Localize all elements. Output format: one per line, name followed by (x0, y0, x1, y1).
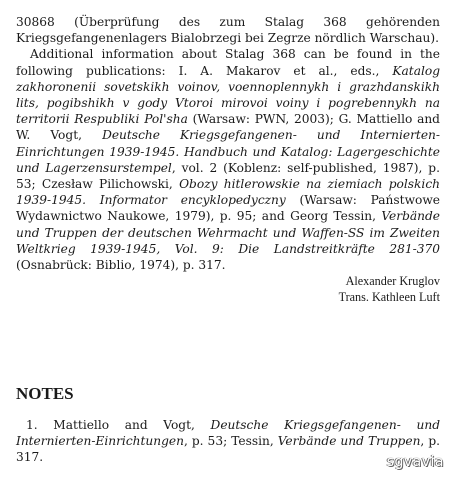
note-item (16, 417, 440, 466)
para2-segment: (Warsaw: Państwowe Wydawnictwo Naukowe, 1979), p. 95; and Georg Tessin, (16, 193, 440, 224)
para2-segment: (Warsaw: PWN, 2003); G. Mattiello and W. Vogt, (16, 112, 440, 143)
notes-list (16, 417, 440, 466)
para2-segment: (Osnabrück: Biblio, 1974), p. 317. (16, 258, 226, 273)
note-text: , p. 53; Tessin, (183, 434, 278, 449)
paragraph-continuation-text: 30868 (Überprüfung des zum Stalag 368 gehörenden Kriegsgefangenenlagers Bialobrzegi bei Zegrze nördlich Warschau). (16, 15, 440, 46)
note-text: 1. Mattiello and Vogt, (26, 418, 211, 432)
note-title: Deutsche Kriegsgefangenen- und Internierten-Einrichtungen (16, 418, 441, 449)
notes-heading: NOTES (16, 384, 74, 403)
para2-title-katalog: Katalog zakhoronenii sovetskikh voinov, voennoplennykh i grazhdanskikh lits, pogibshikh v gody Vtoroi mirovoi voiny i pogrebennykh na territorii Respubliki Pol'sha (16, 63, 440, 127)
para2-title-mattiello: Deutsche Kriegsgefangenen- und Internierten-Einrichtungen 1939-1945. Handbuch und Katalog: Lagergeschichte und Lagerzensurstempel (16, 128, 441, 175)
para2-segment: Additional information about Stalag 368 can be found in the following publications: I. A. Makarov et al., eds., (16, 47, 440, 78)
paragraph-additional-information (16, 46, 440, 273)
paragraph-continuation (16, 14, 440, 46)
para2-title-tessin: Verbände und Truppen der deutschen Wehrmacht und Waffen-SS im Zweiten Weltkrieg 1939-1945, Vol. 9: Die Landstreitkräfte 281-370 (16, 209, 440, 256)
author-signature: Alexander Kruglov (345, 274, 440, 289)
para2-title-pilichowski: Obozy hitlerowskie na ziemiach polskich 1939-1945. Informator encyklopedyczny (16, 177, 440, 208)
para2-segment: , vol. 2 (Koblenz: self-published, 1987), p. 53; Czesław Pilichowski, (16, 160, 440, 192)
watermark: sgvavia (386, 454, 444, 470)
note-text: , p. 317. (16, 434, 440, 465)
translator-credit: Trans. Kathleen Luft (338, 290, 440, 305)
note-title: Verbände und Truppen (277, 434, 421, 449)
